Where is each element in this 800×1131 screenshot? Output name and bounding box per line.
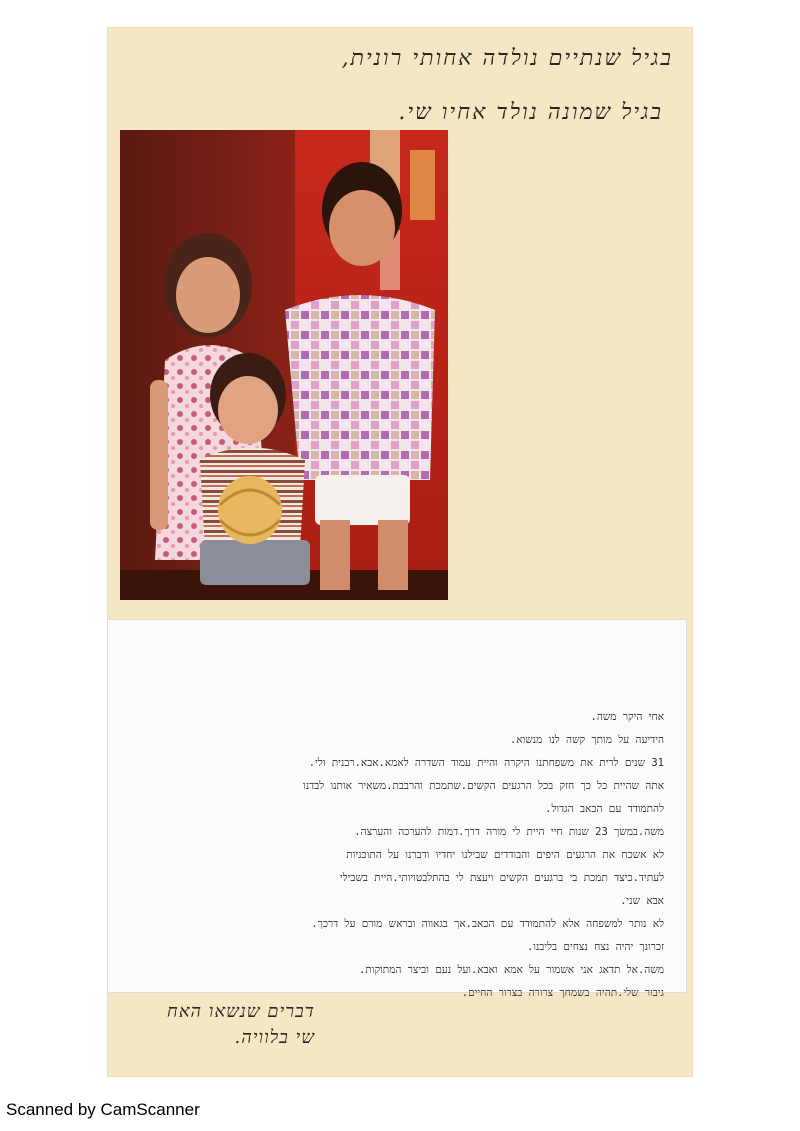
typed-letter: [107, 619, 687, 999]
scanner-watermark: Scanned by CamScanner: [6, 1100, 200, 1119]
letter-line: להתמודד עם הכאב הגדול.: [545, 803, 664, 815]
family-photo: [120, 130, 448, 600]
letter-line: אבא שני.: [620, 895, 664, 907]
signature-line-2: שי בלוויה.: [234, 1027, 315, 1048]
letter-line: אתה שהיית כל כך חזק בכל הרגעים הקשים.שתמכת והרבבת.משאיר אותנו לבדנו: [303, 780, 664, 792]
letter-line: 31 שנים לרית את משפחתנו היקרה והיית עמוד השדרה לאמא.אבא.רבנית ולי.: [308, 757, 664, 769]
handwritten-signature: [115, 999, 315, 1051]
handwritten-line-2: בגיל שמונה נולד אחיו שי.: [398, 100, 663, 125]
family-photo-icon: [120, 130, 448, 600]
letter-line: לעתיד.כיצד תמכת בי ברגעים הקשים ויעצת לי בהתלבטויותי.היית בשבילי: [340, 872, 664, 884]
letter-line: זכרונך יהיה נצח נצחים בליבנו.: [526, 941, 664, 953]
typed-letter-body: [124, 706, 664, 1005]
letter-line: משה.אל תדאג אני אשמור על אמא ואבא.ועל נעם וביצר המתוקות.: [359, 964, 664, 976]
letter-line: גיבור שלי.תהיה בשמחך צרורה בצרור החיים.: [461, 987, 664, 999]
letter-line: לא נותר למשפחה אלא להתמודד עם הכאב.אך בגאווה ובראש מורם על דרכך.: [311, 918, 664, 930]
album-page: [107, 27, 693, 1077]
letter-line: לא אשכח את הרגעים היפים והבודדים שבילנו יחדיו ודברנו על התוכניות: [346, 849, 664, 861]
letter-line: אחי היקר משה.: [590, 711, 664, 723]
signature-line-1: דברים שנשאו האח: [167, 1001, 315, 1022]
letter-line: הידיעה על מותך קשה לנו מנשוא.: [510, 734, 664, 746]
letter-line: משה.במשך 23 שנות חיי היית לי מורה דרך.דמות להערכה והערצה.: [354, 826, 664, 838]
handwritten-line-1: בגיל שנתיים נולדה אחותי רונית,: [341, 46, 673, 71]
